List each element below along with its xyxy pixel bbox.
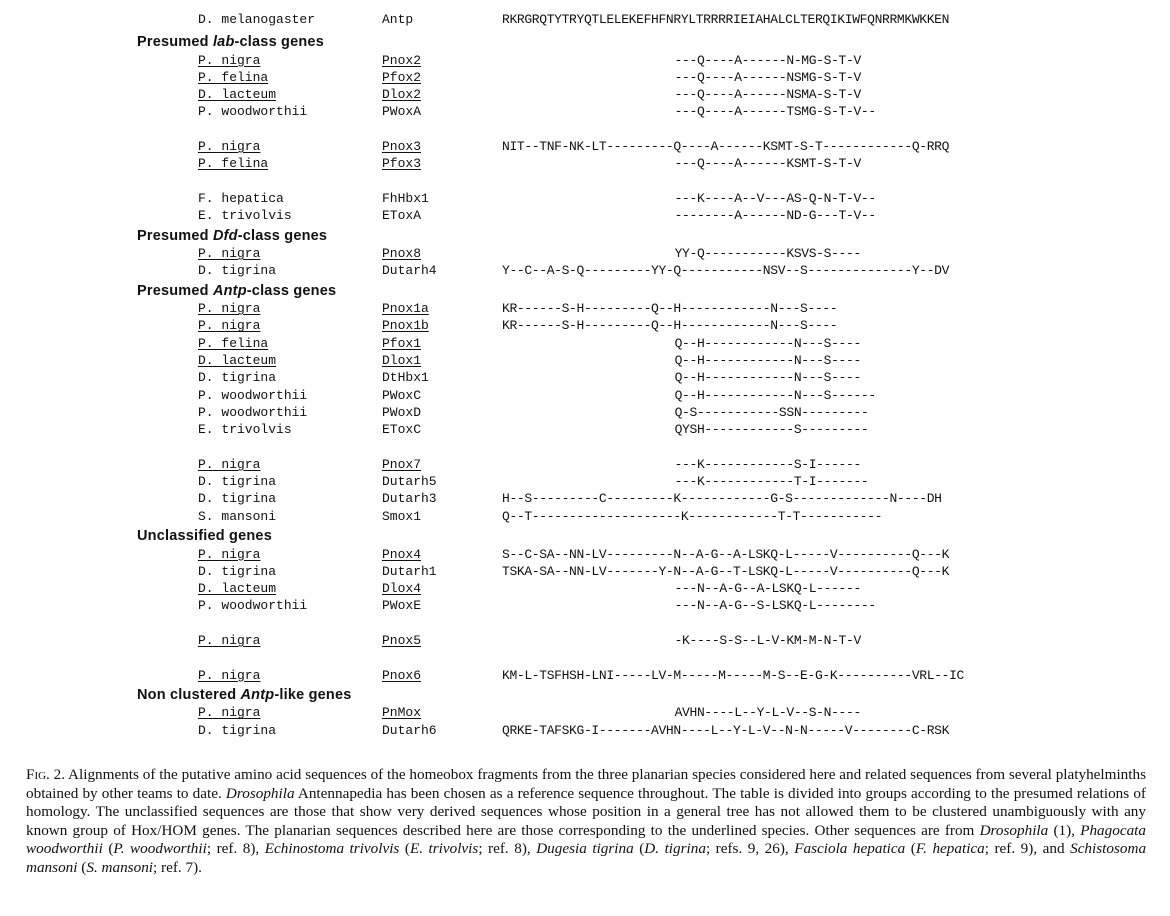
aligned-sequence: -K----S-S--L-V-KM-M-N-T-V — [674, 633, 861, 648]
group-header — [137, 685, 352, 705]
caption-text: ; ref. 7). — [153, 858, 202, 876]
sequence-row — [0, 597, 1170, 615]
gene-name: Pfox3 — [382, 156, 422, 172]
caption-text: ; ref. 9), and — [984, 840, 1071, 858]
sequence-row — [0, 421, 1170, 439]
species-name: P. woodworthii — [198, 104, 308, 120]
caption-text: ( — [633, 840, 645, 858]
sequence-row — [0, 456, 1170, 474]
sequence-row — [0, 138, 1170, 156]
sequence-row — [0, 704, 1170, 722]
aligned-sequence: ---Q----A------N-MG-S-T-V — [674, 52, 861, 68]
species-name: S. mansoni — [198, 508, 277, 524]
aligned-sequence: H--S---------C---------K------------G-S-------------N----DH — [502, 491, 942, 507]
reference-gene: Antp — [382, 12, 414, 27]
aligned-sequence: ---N--A-G--A-LSKQ-L------ — [674, 581, 861, 597]
caption-italic-text: E. trivolvis — [409, 840, 479, 858]
gene-name: Pnox8 — [382, 246, 422, 261]
species-name: P. woodworthii — [198, 404, 308, 420]
sequence-row — [0, 86, 1170, 104]
gene-name: Pnox4 — [382, 546, 422, 562]
group-header-suffix: -class genes — [237, 227, 328, 244]
gene-name: PWoxD — [382, 404, 422, 420]
aligned-sequence: Q--H------------N---S---- — [674, 370, 861, 386]
gene-name: PWoxA — [382, 104, 422, 120]
gene-name: Pnox1b — [382, 318, 429, 334]
gene-name: Dutarh3 — [382, 491, 437, 507]
aligned-sequence: ---Q----A------KSMT-S-T-V — [674, 156, 861, 172]
species-name: P. felina — [198, 69, 269, 85]
gene-name: Dutarh4 — [382, 263, 437, 279]
aligned-sequence: Q--T--------------------K------------T-T----------- — [502, 508, 883, 524]
gene-name: Pnox3 — [382, 139, 422, 154]
aligned-sequence: ---N--A-G--S-LSKQ-L-------- — [674, 598, 876, 614]
group-header-suffix: -class genes — [246, 282, 337, 299]
sequence-row — [0, 490, 1170, 508]
sequence-row — [0, 632, 1170, 650]
sequence-row — [0, 207, 1170, 225]
aligned-sequence: Q--H------------N---S---- — [674, 335, 861, 351]
species-name: P. nigra — [198, 52, 261, 68]
gene-name: EToxA — [382, 208, 422, 224]
gene-name: PnMox — [382, 705, 422, 721]
species-name: D. lacteum — [198, 581, 277, 597]
species-name: P. felina — [198, 156, 269, 172]
sequence-row — [0, 317, 1170, 335]
species-name: D. tigrina — [198, 263, 277, 279]
species-name: E. trivolvis — [198, 208, 292, 224]
aligned-sequence: Q--H------------N---S------ — [674, 387, 876, 403]
gene-name: Pnox7 — [382, 456, 422, 472]
group-header-gene-class: Antp — [240, 686, 275, 703]
gene-name: FhHbx1 — [382, 190, 429, 206]
species-name: P. woodworthii — [198, 387, 308, 403]
sequence-row — [0, 52, 1170, 70]
sequence-row — [0, 262, 1170, 280]
group-header — [137, 281, 336, 301]
caption-text: ( — [77, 858, 87, 876]
aligned-sequence: YY-Q-----------KSVS-S---- — [674, 246, 861, 261]
gene-name: Dutarh5 — [382, 474, 437, 490]
aligned-sequence: QRKE-TAFSKG-I-------AVHN----L--Y-L-V--N-N-----V--------C-RSK — [502, 722, 950, 738]
sequence-row — [0, 563, 1170, 581]
caption-label: Fig. 2. — [26, 766, 66, 783]
caption-italic-text: F. hepatica — [915, 840, 985, 858]
gene-name: Pnox5 — [382, 633, 422, 648]
caption-italic-text: Schistosoma mansoni — [26, 840, 1147, 876]
sequence-row — [0, 300, 1170, 318]
reference-row — [0, 11, 1170, 29]
group-header-prefix: Presumed — [137, 282, 213, 299]
sequence-row — [0, 352, 1170, 370]
group-header-gene-class: lab — [212, 34, 235, 50]
aligned-sequence: Q-S-----------SSN--------- — [674, 404, 869, 420]
caption-italic-text: Fasciola hepatica — [794, 840, 906, 858]
species-name: P. nigra — [198, 456, 261, 472]
group-header-suffix: -class genes — [234, 34, 324, 50]
aligned-sequence: QYSH------------S--------- — [674, 422, 869, 438]
caption-text: ( — [905, 840, 916, 858]
caption-italic-text: Dugesia tigrina — [536, 840, 634, 858]
reference-species: D. melanogaster — [198, 12, 316, 27]
species-name: F. hepatica — [198, 190, 284, 206]
aligned-sequence: Y--C--A-S-Q---------YY-Q-----------NSV--S--------------Y--DV — [502, 263, 950, 279]
caption-italic-text: Drosophila — [979, 821, 1049, 839]
group-header — [137, 32, 324, 52]
species-name: P. nigra — [198, 318, 261, 334]
species-name: P. nigra — [198, 633, 261, 648]
species-name: P. nigra — [198, 139, 261, 154]
aligned-sequence: KR------S-H---------Q--H------------N---S---- — [502, 318, 838, 334]
caption-italic-text: Echinostoma trivolvis — [264, 840, 400, 858]
sequence-row — [0, 369, 1170, 387]
sequence-row — [0, 245, 1170, 263]
aligned-sequence: KM-L-TSFHSH-LNI-----LV-M-----M-----M-S--E-G-K----------VRL--IC — [502, 667, 964, 683]
aligned-sequence: ---Q----A------NSMA-S-T-V — [674, 87, 861, 103]
group-header-prefix: Unclassified genes — [137, 528, 272, 544]
caption-text: Alignments of the putative amino acid sequences of the homeobox fragments from the three planarian species considered here and related sequences from several platyhelminths obtained by other teams to date. — [26, 766, 1146, 802]
sequence-row — [0, 190, 1170, 208]
aligned-sequence: ---Q----A------NSMG-S-T-V — [674, 69, 861, 85]
gene-name: Pnox1a — [382, 301, 429, 317]
caption-text: Antennapedia has been chosen as a reference sequence throughout. The table is divided into groups according to the presumed relations of homology. The unclassified sequences are those that show very derived sequences whose position in a general tree has not allowed them to be clustered unambiguously with any known group of Hox/HOM genes. The planarian sequences described here are those corresponding to the underlined species. Other sequences are from — [26, 784, 1146, 839]
species-name: P. nigra — [198, 546, 261, 562]
species-name: P. nigra — [198, 705, 261, 721]
group-header-gene-class: Antp — [212, 282, 247, 299]
gene-name: Dlox1 — [382, 353, 422, 368]
species-name: P. nigra — [198, 667, 261, 683]
group-header — [137, 526, 272, 546]
aligned-sequence: ---Q----A------TSMG-S-T-V-- — [674, 104, 876, 120]
species-name: P. woodworthii — [198, 598, 308, 614]
caption-text: ; ref. 8), — [206, 840, 265, 858]
caption-text: (1), — [1048, 821, 1081, 839]
sequence-row — [0, 508, 1170, 526]
gene-name: DtHbx1 — [382, 370, 429, 386]
aligned-sequence: ---K------------S-I------ — [674, 456, 861, 472]
species-name: D. tigrina — [198, 370, 277, 386]
caption-italic-text: Drosophila — [225, 784, 295, 802]
group-header-gene-class: Dfd — [212, 227, 238, 244]
reference-sequence: RKRGRQTYTRYQTLELEKEFHFNRYLTRRRRIEIAHALCLTERQIKIWFQNRRMKWKKEN — [502, 12, 950, 27]
caption-italic-text: P. woodworthii — [113, 840, 207, 858]
group-header — [137, 226, 327, 246]
sequence-row — [0, 546, 1170, 564]
species-name: E. trivolvis — [198, 422, 292, 438]
group-header-prefix: Presumed — [137, 34, 213, 50]
gene-name: Pnox6 — [382, 667, 422, 683]
gene-name: Dutarh6 — [382, 722, 437, 738]
sequence-row — [0, 69, 1170, 87]
sequence-row — [0, 335, 1170, 353]
figure-caption — [26, 766, 1146, 878]
caption-text: ( — [102, 840, 114, 858]
species-name: P. nigra — [198, 246, 261, 261]
caption-text: ; ref. 8), — [478, 840, 537, 858]
gene-name: Pnox2 — [382, 52, 422, 68]
species-name: P. felina — [198, 335, 269, 351]
gene-name: Dlox2 — [382, 87, 422, 103]
aligned-sequence: KR------S-H---------Q--H------------N---S---- — [502, 301, 838, 317]
aligned-sequence: ---K------------T-I------- — [674, 474, 869, 490]
caption-italic-text: S. mansoni — [86, 858, 154, 876]
gene-name: Pfox1 — [382, 335, 422, 351]
aligned-sequence: NIT--TNF-NK-LT---------Q----A------KSMT-S-T------------Q-RRQ — [502, 139, 950, 154]
sequence-row — [0, 667, 1170, 685]
gene-name: Dutarh1 — [382, 563, 437, 579]
aligned-sequence: S--C-SA--NN-LV---------N--A-G--A-LSKQ-L-----V----------Q---K — [502, 546, 950, 562]
sequence-row — [0, 473, 1170, 491]
species-name: D. lacteum — [198, 87, 277, 103]
sequence-row — [0, 722, 1170, 740]
aligned-sequence: TSKA-SA--NN-LV-------Y-N--A-G--T-LSKQ-L-----V----------Q---K — [502, 563, 950, 579]
caption-italic-text: D. tigrina — [644, 840, 706, 858]
species-name: D. lacteum — [198, 353, 277, 368]
aligned-sequence: --------A------ND-G---T-V-- — [674, 208, 876, 224]
species-name: D. tigrina — [198, 474, 277, 490]
caption-text: ; refs. 9, 26), — [705, 840, 795, 858]
sequence-row — [0, 103, 1170, 121]
species-name: D. tigrina — [198, 563, 277, 579]
species-name: D. tigrina — [198, 491, 277, 507]
group-header-prefix: Non clustered — [137, 686, 241, 703]
sequence-row — [0, 387, 1170, 405]
caption-text: ( — [399, 840, 410, 858]
gene-name: EToxC — [382, 422, 422, 438]
gene-name: Dlox4 — [382, 581, 422, 597]
sequence-row — [0, 404, 1170, 422]
sequence-row — [0, 155, 1170, 173]
aligned-sequence: ---K----A--V---AS-Q-N-T-V-- — [674, 190, 876, 206]
sequence-row — [0, 580, 1170, 598]
gene-name: Pfox2 — [382, 69, 422, 85]
species-name: P. nigra — [198, 301, 261, 317]
aligned-sequence: AVHN----L--Y-L-V--S-N---- — [674, 705, 861, 721]
group-header-prefix: Presumed — [137, 227, 213, 244]
caption-italic-text: Phagocata woodworthii — [26, 821, 1146, 858]
group-header-suffix: -like genes — [274, 686, 352, 703]
aligned-sequence: Q--H------------N---S---- — [674, 353, 861, 368]
gene-name: Smox1 — [382, 508, 422, 524]
gene-name: PWoxE — [382, 598, 422, 614]
gene-name: PWoxC — [382, 387, 422, 403]
species-name: D. tigrina — [198, 722, 277, 738]
